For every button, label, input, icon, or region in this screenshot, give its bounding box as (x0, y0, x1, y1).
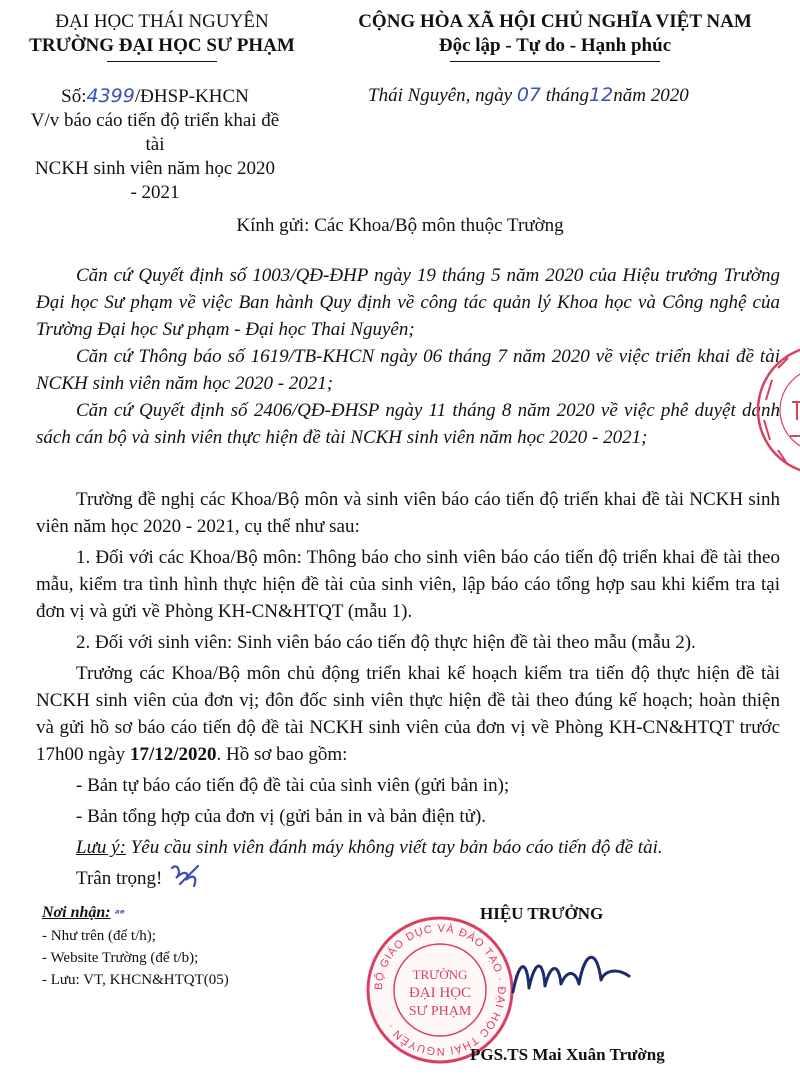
national-header (320, 10, 790, 62)
deadline-text: Trưởng các Khoa/Bộ môn chủ động triển khai kế hoạch kiểm tra tiến độ thực hiện đề tài NCKH sinh viên của đơn vị; đôn đốc sinh viên thực hiện đề tài theo đúng kế hoạch; hoàn thiện và gửi hồ sơ báo cáo tiến độ đề tài NCKH sinh viên của đơn vị về Phòng KH-CN&HTQT trước 17h00 ngày (36, 663, 780, 765)
handwritten-number: 4399 (86, 85, 135, 107)
document-reference (30, 84, 280, 205)
school-name: TRƯỜNG ĐẠI HỌC SƯ PHẠM (29, 35, 295, 56)
note-paragraph (36, 834, 780, 861)
place-date (368, 84, 689, 107)
note-text: Yêu cầu sinh viên đánh máy không viết tay bản báo cáo tiến độ đề tài. (125, 837, 663, 858)
deadline-paragraph (36, 660, 780, 768)
recipients-mark-icon: ᵃᵉ (114, 907, 125, 920)
stamp-line-1: TRƯỜNG (412, 967, 468, 982)
month-label: tháng (545, 85, 590, 106)
dossier-item-2: - Bản tổng hợp của đơn vị (gửi bản in và bản điện tử). (76, 806, 487, 827)
basis-3: Căn cứ Quyết định số 2406/QĐ-ĐHSP ngày 11 tháng 8 năm 2020 về việc phê duyệt danh sách cán bộ và sinh viên thực hiện đề tài NCKH sinh viên năm học 2020 - 2021; (36, 400, 780, 448)
republic-title: CỘNG HÒA XÃ HỘI CHỦ NGHĨA VIỆT NAM (358, 11, 752, 32)
recipients-label: Nơi nhận: (42, 904, 111, 921)
closing: Trân trọng! (76, 868, 163, 889)
signer-name: PGS.TS Mai Xuân Trường (470, 1045, 665, 1064)
signature-icon (505, 940, 635, 1010)
basis-2: Căn cứ Thông báo số 1619/TB-KHCN ngày 06 tháng 7 năm 2020 về việc triển khai đề tài NCKH sinh viên năm học 2020 - 2021; (36, 346, 780, 394)
deadline-date: 17/12/2020 (129, 744, 217, 765)
document-number (30, 84, 280, 109)
subject-line-1: V/v báo cáo tiến độ triển khai đề tài (30, 110, 280, 155)
salutation: Kính gửi: Các Khoa/Bộ môn thuộc Trường (236, 215, 564, 236)
number-label: Số: (61, 86, 87, 107)
recipient-3: - Lưu: VT, KHCN&HTQT(05) (42, 972, 229, 988)
organization-header (12, 10, 312, 62)
main-content (36, 486, 780, 892)
item-faculties: 1. Đối với các Khoa/Bộ môn: Thông báo cho sinh viên báo cáo tiến độ triển khai đề tài theo mẫu, kiểm tra tình hình thực hiện đề tài của sinh viên, lập báo cáo tổng hợp sau khi kiểm tra tại đơn vị và gửi về Phòng KH-CN&HTQT (mẫu 1). (36, 547, 780, 622)
motto-underline (450, 61, 660, 62)
year-label: năm 2020 (613, 85, 689, 106)
stamp-line-3: SƯ PHẠM (408, 1004, 472, 1019)
dossier-item-1: - Bản tự báo cáo tiến độ đề tài của sinh viên (gửi bản in); (76, 775, 510, 796)
handwritten-month: 12 (589, 84, 614, 106)
item-students: 2. Đối với sinh viên: Sinh viên báo cáo tiến độ thực hiện đề tài theo mẫu (mẫu 2). (76, 632, 696, 653)
motto: Độc lập - Tự do - Hạnh phúc (438, 35, 672, 56)
recipients-title (42, 902, 229, 925)
signer-position: HIỆU TRƯỞNG (480, 904, 604, 923)
request-paragraph: Trường đề nghị các Khoa/Bộ môn và sinh viên báo cáo tiến độ triển khai đề tài NCKH sinh viên năm học 2020 - 2021, cụ thể như sau: (36, 489, 780, 537)
stamp-ring-text: BỘ GIÁO DỤC VÀ ĐÀO TẠO · ĐẠI HỌC THÁI NGUYÊN · (372, 922, 508, 1058)
stamp-line-2: ĐẠI HỌC (408, 985, 472, 1001)
official-stamp-icon (365, 915, 515, 1065)
recipient-2: - Website Trường (để t/b); (42, 950, 199, 966)
subject-line-2: NCKH sinh viên năm học 2020 - 2021 (34, 158, 276, 203)
handwritten-day: 07 (516, 84, 542, 106)
recipients-block (42, 902, 229, 991)
note-label: Lưu ý: (76, 837, 126, 858)
recipient-1: - Như trên (để t/h); (42, 928, 156, 944)
basis-1: Căn cứ Quyết định số 1003/QĐ-ĐHP ngày 19 tháng 5 năm 2020 của Hiệu trưởng Trường Đại học Sư phạm về việc Ban hành Quy định về công tác quản lý Khoa học và Công nghệ của Trường Đại học Sư phạm - Đại học Thai Nguyên; (36, 265, 780, 340)
header-underline (107, 61, 217, 62)
seam-stamp-icon (752, 340, 800, 480)
legal-bases (36, 262, 780, 451)
date-prefix: Thái Nguyên, ngày (368, 85, 513, 106)
number-suffix: /ĐHSP-KHCN (134, 86, 249, 107)
deadline-tail: . Hồ sơ bao gồm: (216, 744, 348, 765)
initial-signature-icon (168, 860, 204, 892)
university-name: ĐẠI HỌC THÁI NGUYÊN (55, 11, 269, 32)
